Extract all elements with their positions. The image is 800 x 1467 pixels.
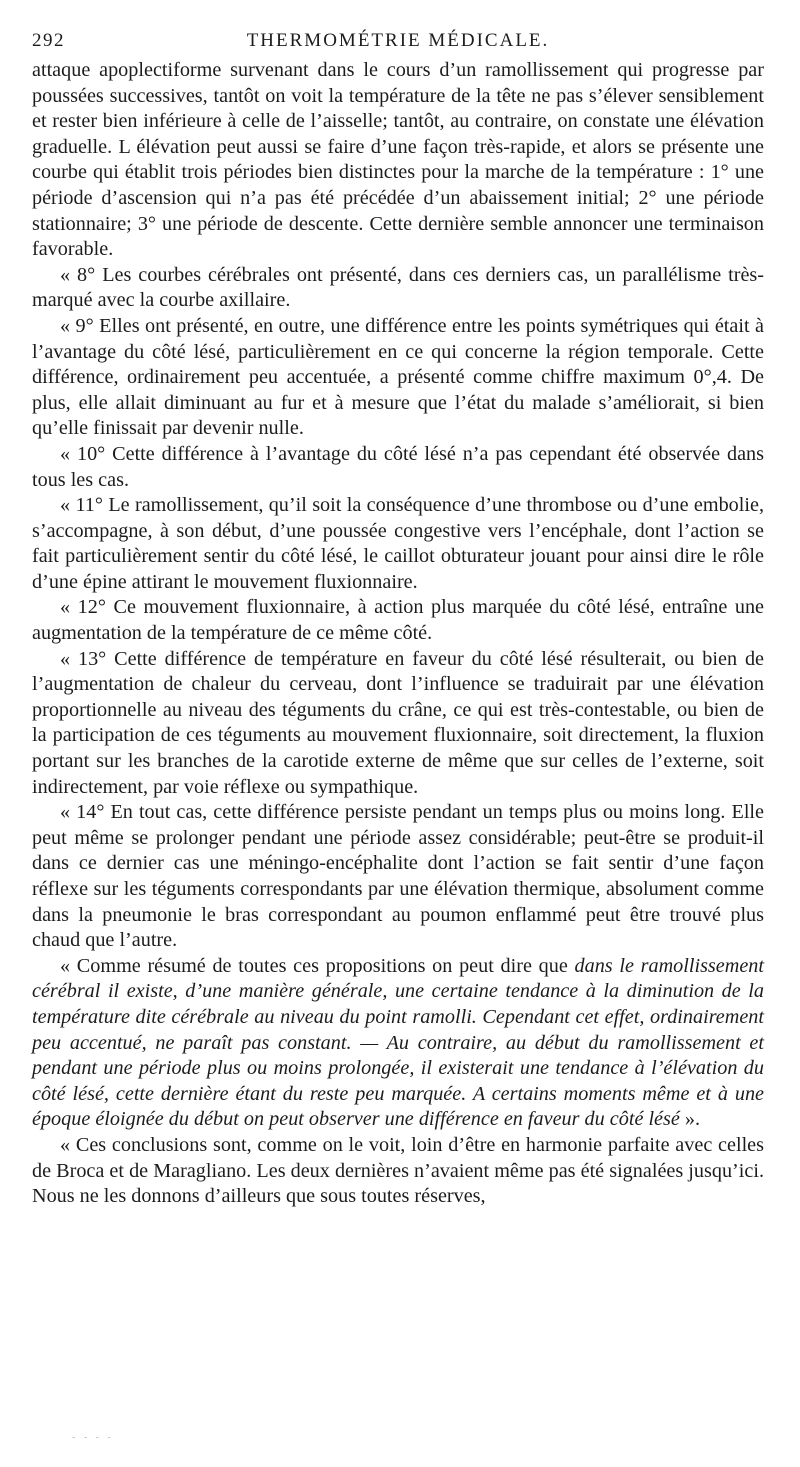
paragraph-point-11: « 11° Le ramollissement, qu’il soit la conséquence d’une thrombose ou d’une embolie, s’accompagne, à son début, d’une poussée congestive vers l’encéphale, dont l’action se fait particulièrement sentir du côté lésé, le caillot obturateur jouant pour ainsi dire le rôle d’une épine attirant le mouvement fluxionnaire. bbox=[32, 494, 764, 593]
running-title: THERMOMÉTRIE MÉDICALE. bbox=[246, 30, 550, 51]
paragraph-point-9: « 9° Elles ont présenté, en outre, une différence entre les points symétriques qui était à l’avantage du côté lésé, particulièrement en ce qui concerne la région temporale. Cette différence, ordinairement peu accentuée, a présenté comme chiffre maximum 0°,4. De plus, elle allait diminuant au fur et à mesure que l’état du malade s’améliorait, si bien qu’elle finissait par devenir nulle. bbox=[32, 314, 764, 440]
paragraph-continuation: attaque apoplectiforme survenant dans le cours d’un ramollissement qui progresse par poussées successives, tantôt on voit la température de la tête ne pas s’élever sensiblement et rester bien inférieure à celle de l’aisselle; tantôt, au contraire, on constate une élévation graduelle. L élévation peut aussi se faire d’une façon très-rapide, et alors se présente une courbe qui établit trois périodes bien distinctes pour la marche de la température : 1° une période d’ascension qui n’a pas été précédée d’un abaissement initial; 2° une période stationnaire; 3° une période de descente. Cette dernière semble annoncer une terminaison favorable. bbox=[32, 59, 764, 261]
paragraph-conclusions: « Ces conclusions sont, comme on le voit, loin d’être en harmonie parfaite avec celles de Broca et de Maragliano. Les deux dernières n’avaient même pas été signalées jusqu’ici. Nous ne les donnons d’ailleurs que sous toutes réserves, bbox=[32, 1133, 764, 1208]
paragraph-point-8: « 8° Les courbes cérébrales ont présenté, dans ces derniers cas, un parallélisme très-marqué avec la courbe axillaire. bbox=[32, 263, 764, 312]
footer-mark: - - - - bbox=[72, 1432, 114, 1443]
paragraph-point-13: « 13° Cette différence de température en faveur du côté lésé résulterait, ou bien de l’augmentation de chaleur du cerveau, dont l’influence se traduirait par une élévation proportionnelle au niveau des téguments du crâne, ce qui est très-contestable, ou bien de la participation de ces téguments au mouvement fluxionnaire, soit directement, la fluxion portant sur les branches de la carotide externe de même que sur celles de l’externe, soit indirectement, par voie réflexe ou sympathique. bbox=[32, 647, 764, 798]
book-page bbox=[32, 30, 764, 1210]
paragraph-summary bbox=[32, 954, 764, 1133]
summary-lead: « Comme résumé de toutes ces propositions on peut dire que bbox=[60, 954, 575, 977]
page-number: 292 bbox=[32, 30, 65, 51]
summary-italic: dans le ramollissement cérébral il existe, d’une manière générale, une certaine tendance à la diminution de la température dite cérébrale au niveau du point ramolli. Cependant cet effet, ordinairement peu accentué, ne paraît pas constant. — Au contraire, au début du ramollissement et pendant une période plus ou moins prolongée, il existerait une tendance à l’élévation du côté lésé, cette dernière étant du reste peu marquée. A certains moments même et à une époque éloignée du début on peut observer une différence en faveur du côté lésé bbox=[32, 954, 764, 1131]
summary-tail: ». bbox=[679, 1108, 701, 1131]
paragraph-point-14: « 14° En tout cas, cette différence persiste pendant un temps plus ou moins long. Elle peut même se prolonger pendant une période assez considérable; peut-être se produit-il dans ce dernier cas une méningo-encéphalite dont l’action se fait sentir d’une façon réflexe sur les téguments correspondants par une élévation thermique, absolument comme dans la pneumonie le bras correspondant au poumon enflammé peut être trouvé plus chaud que l’autre. bbox=[32, 801, 764, 952]
body-text bbox=[32, 58, 764, 1210]
page-header bbox=[32, 30, 764, 58]
paragraph-point-12: « 12° Ce mouvement fluxionnaire, à action plus marquée du côté lésé, entraîne une augmentation de la température de ce même côté. bbox=[32, 596, 764, 645]
paragraph-point-10: « 10° Cette différence à l’avantage du côté lésé n’a pas cependant été observée dans tous les cas. bbox=[32, 442, 764, 491]
